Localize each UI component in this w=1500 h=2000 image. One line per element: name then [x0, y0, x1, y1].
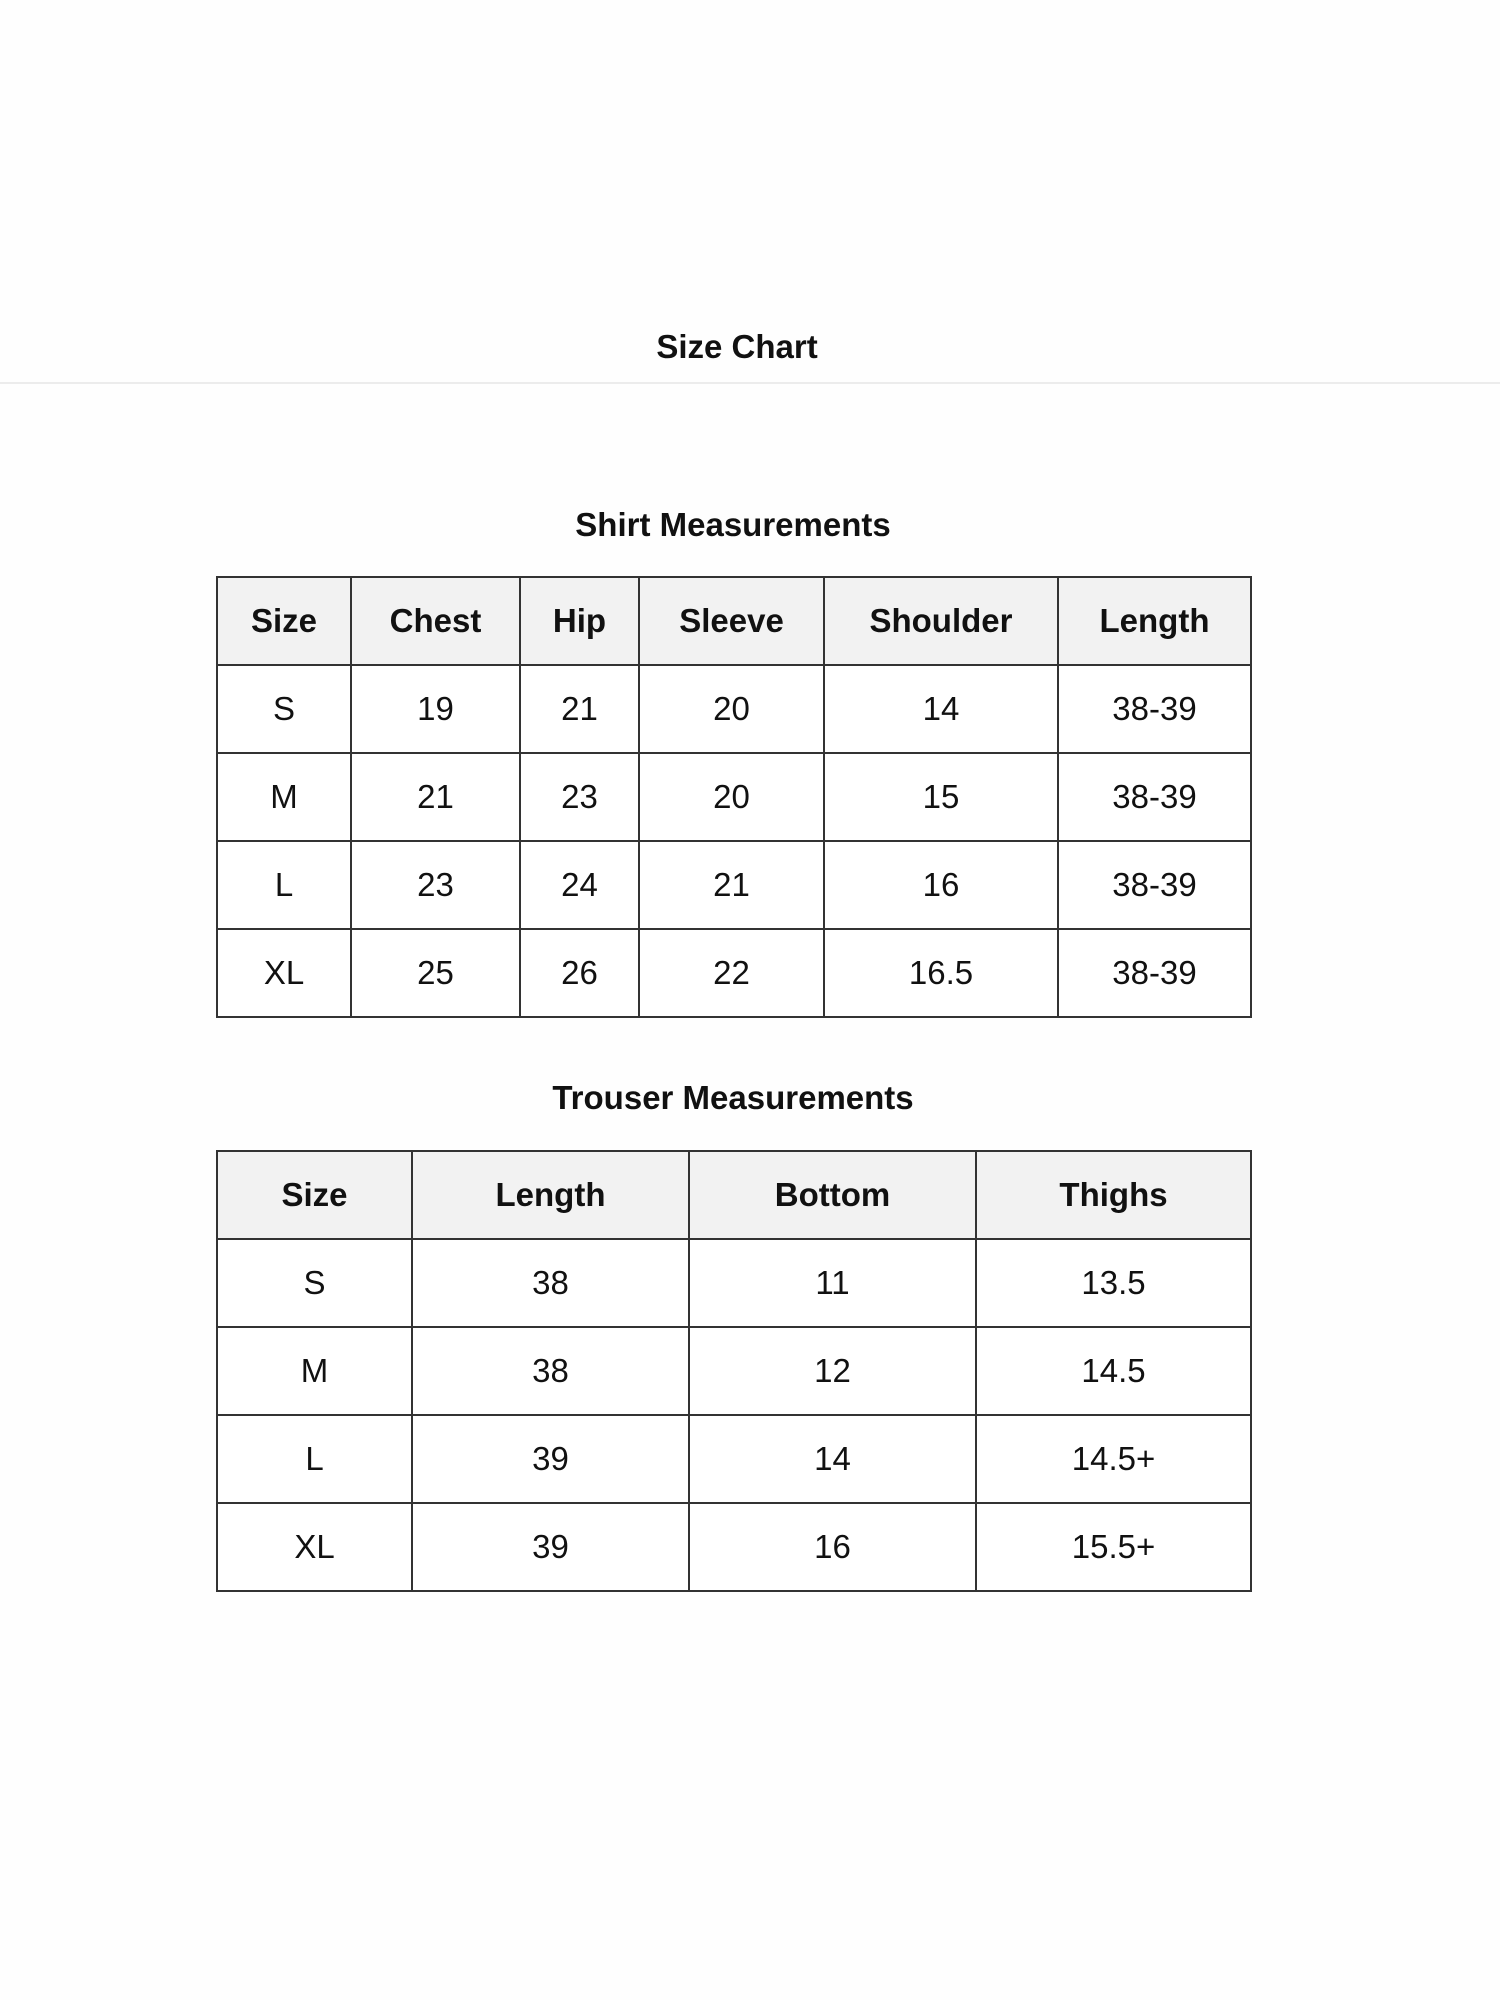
- table-cell: 39: [412, 1415, 689, 1503]
- page-header: [0, 300, 1500, 384]
- table-cell: 16: [824, 841, 1058, 929]
- table-cell: XL: [217, 1503, 412, 1591]
- table-cell: 39: [412, 1503, 689, 1591]
- table-cell: 14.5+: [976, 1415, 1251, 1503]
- table-cell: 19: [351, 665, 520, 753]
- column-header-thighs: Thighs: [976, 1151, 1251, 1239]
- column-header-bottom: Bottom: [689, 1151, 976, 1239]
- trouser-section-title: Trouser Measurements: [552, 1079, 914, 1116]
- table-cell: 16.5: [824, 929, 1058, 1017]
- table-cell: 20: [639, 753, 824, 841]
- table-cell: 25: [351, 929, 520, 1017]
- table-header-row: [217, 577, 1251, 665]
- table-cell: 14.5: [976, 1327, 1251, 1415]
- table-cell: 14: [824, 665, 1058, 753]
- table-cell: 13.5: [976, 1239, 1251, 1327]
- table-cell: 38-39: [1058, 841, 1251, 929]
- table-cell: 23: [351, 841, 520, 929]
- table-cell: 38-39: [1058, 665, 1251, 753]
- table-cell: 16: [689, 1503, 976, 1591]
- table-row: [217, 753, 1251, 841]
- table-cell: L: [217, 841, 351, 929]
- table-cell: L: [217, 1415, 412, 1503]
- table-cell: 26: [520, 929, 639, 1017]
- table-row: [217, 1239, 1251, 1327]
- table-cell: 15.5+: [976, 1503, 1251, 1591]
- table-cell: 38-39: [1058, 929, 1251, 1017]
- column-header-length: Length: [412, 1151, 689, 1239]
- table-cell: 15: [824, 753, 1058, 841]
- table-cell: S: [217, 665, 351, 753]
- table-row: [217, 1415, 1251, 1503]
- page-title: Size Chart: [656, 328, 818, 365]
- table-cell: 24: [520, 841, 639, 929]
- column-header-sleeve: Sleeve: [639, 577, 824, 665]
- shirt-measurements-table: [216, 576, 1252, 1018]
- table-row: [217, 665, 1251, 753]
- table-cell: 23: [520, 753, 639, 841]
- column-header-shoulder: Shoulder: [824, 577, 1058, 665]
- table-cell: M: [217, 1327, 412, 1415]
- table-cell: 11: [689, 1239, 976, 1327]
- table-cell: 38: [412, 1327, 689, 1415]
- table-cell: 21: [520, 665, 639, 753]
- table-row: [217, 1327, 1251, 1415]
- table-header-row: [217, 1151, 1251, 1239]
- table-cell: 21: [639, 841, 824, 929]
- table-cell: 22: [639, 929, 824, 1017]
- table-cell: 14: [689, 1415, 976, 1503]
- table-cell: 20: [639, 665, 824, 753]
- table-cell: 21: [351, 753, 520, 841]
- table-cell: S: [217, 1239, 412, 1327]
- column-header-chest: Chest: [351, 577, 520, 665]
- table-cell: 38-39: [1058, 753, 1251, 841]
- table-row: [217, 841, 1251, 929]
- table-row: [217, 929, 1251, 1017]
- table-cell: 12: [689, 1327, 976, 1415]
- column-header-size: Size: [217, 577, 351, 665]
- column-header-length: Length: [1058, 577, 1251, 665]
- table-cell: 38: [412, 1239, 689, 1327]
- column-header-size: Size: [217, 1151, 412, 1239]
- trouser-measurements-table: [216, 1150, 1252, 1592]
- table-cell: XL: [217, 929, 351, 1017]
- column-header-hip: Hip: [520, 577, 639, 665]
- table-row: [217, 1503, 1251, 1591]
- table-cell: M: [217, 753, 351, 841]
- shirt-section-title: Shirt Measurements: [575, 506, 891, 543]
